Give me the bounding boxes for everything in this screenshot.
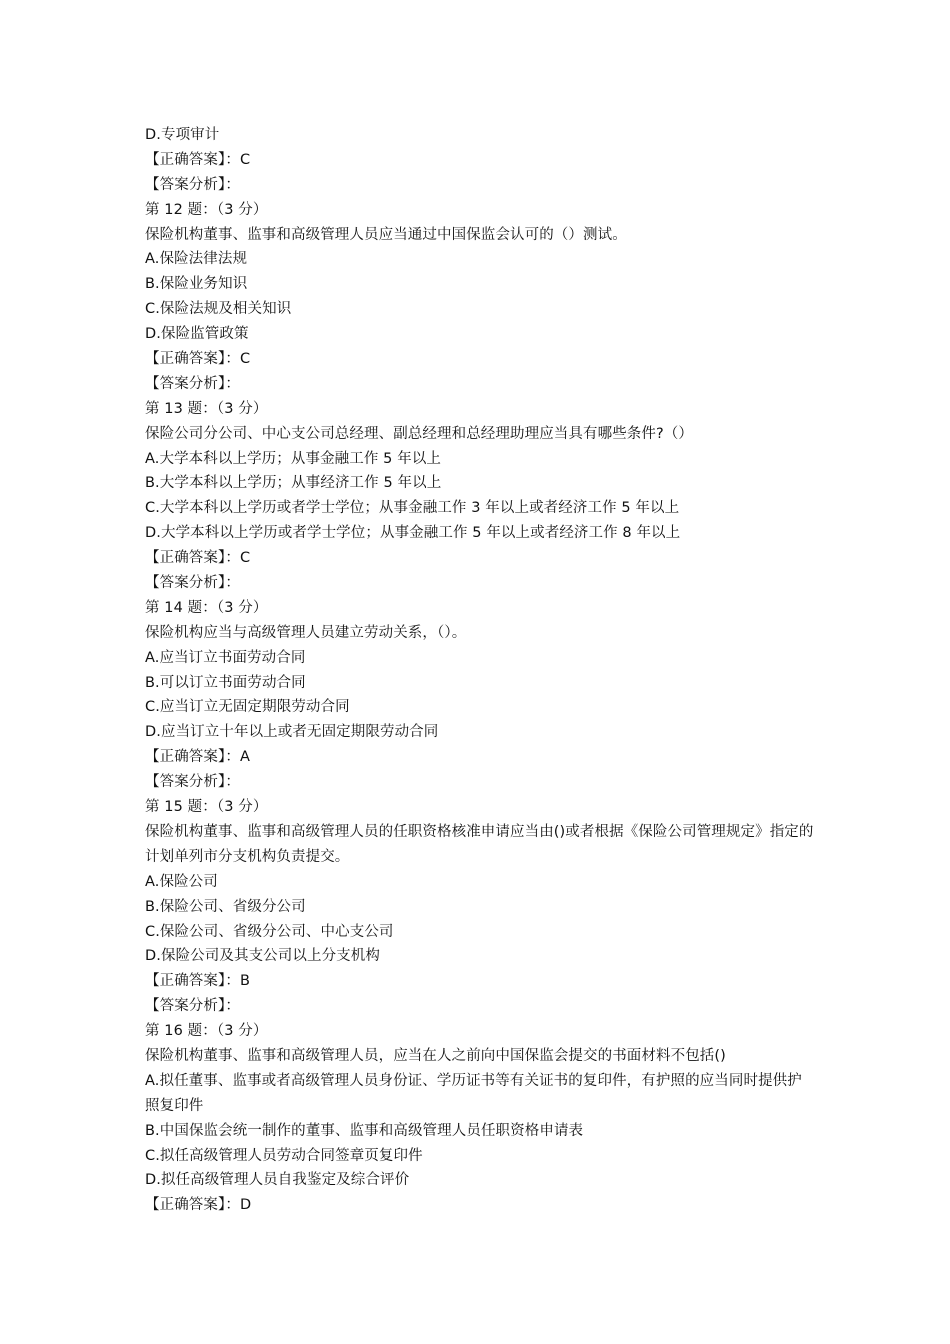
correct-answer: 【正确答案】：C [145,550,251,567]
answer-analysis: 【答案分析】： [145,998,240,1015]
option-line: A.保险法律法规 [145,251,248,268]
answer-analysis: 【答案分析】： [145,176,240,193]
option-line: D.大学本科以上学历或者学士学位；从事金融工作 5 年以上或者经济工作 8 年以上 [145,525,681,542]
correct-answer: 【正确答案】：B [145,973,250,990]
option-line: C.应当订立无固定期限劳动合同 [145,699,350,716]
correct-answer: 【正确答案】：D [145,1197,252,1214]
option-line: C.保险法规及相关知识 [145,301,292,318]
option-line: D.保险公司及其支公司以上分支机构 [145,948,380,965]
question-heading: 第 13 题：（3 分） [145,400,268,417]
question-stem: 保险机构董事、监事和高级管理人员的任职资格核准申请应当由()或者根据《保险公司管理规定》指定的计划单列市分支机构负责提交。 [145,823,814,865]
option-line: B.中国保监会统一制作的董事、监事和高级管理人员任职资格申请表 [145,1122,584,1139]
question-stem: 保险机构董事、监事和高级管理人员，应当在人之前向中国保监会提交的书面材料不包括() [145,1047,726,1064]
question-heading: 第 15 题：（3 分） [145,799,268,816]
option-line: B.保险公司、省级分公司 [145,898,306,915]
question-stem: 保险机构董事、监事和高级管理人员应当通过中国保监会认可的（）测试。 [145,226,627,243]
question-stem: 保险公司分公司、中心支公司总经理、副总经理和总经理助理应当具有哪些条件?（） [145,425,693,442]
question-block [145,198,815,397]
question-heading: 第 12 题：（3 分） [145,201,268,218]
question-block [145,1019,815,1218]
option-line: C.保险公司、省级分公司、中心支公司 [145,923,394,940]
question-block [145,397,815,596]
question-block [145,795,815,1019]
answer-analysis: 【答案分析】： [145,774,240,791]
option-line: B.大学本科以上学历；从事经济工作 5 年以上 [145,475,442,492]
correct-answer: 【正确答案】：C [145,351,251,368]
answer-analysis: 【答案分析】： [145,575,240,592]
option-line: A.大学本科以上学历；从事金融工作 5 年以上 [145,450,442,467]
option-line: A.拟任董事、监事或者高级管理人员身份证、学历证书等有关证书的复印件，有护照的应当同时提供护照复印件 [145,1072,802,1114]
correct-answer: 【正确答案】：C [145,151,251,168]
question-heading: 第 16 题：（3 分） [145,1023,268,1040]
option-line: D.应当订立十年以上或者无固定期限劳动合同 [145,724,439,741]
document-content [145,123,815,1218]
question-block [145,596,815,795]
option-line: A.应当订立书面劳动合同 [145,649,306,666]
option-line: B.保险业务知识 [145,276,248,293]
correct-answer: 【正确答案】：A [145,749,250,766]
option-line: D.保险监管政策 [145,326,249,343]
question-heading: 第 14 题：（3 分） [145,599,268,616]
option-line: A.保险公司 [145,873,218,890]
answer-analysis: 【答案分析】： [145,375,240,392]
option-line: D.专项审计 [145,127,220,143]
option-line: B.可以订立书面劳动合同 [145,674,306,691]
option-line: C.大学本科以上学历或者学士学位；从事金融工作 3 年以上或者经济工作 5 年以上 [145,500,680,517]
option-line: C.拟任高级管理人员劳动合同签章页复印件 [145,1147,423,1164]
option-line: D.拟任高级管理人员自我鉴定及综合评价 [145,1172,410,1189]
question-stem: 保险机构应当与高级管理人员建立劳动关系，（）。 [145,624,467,641]
